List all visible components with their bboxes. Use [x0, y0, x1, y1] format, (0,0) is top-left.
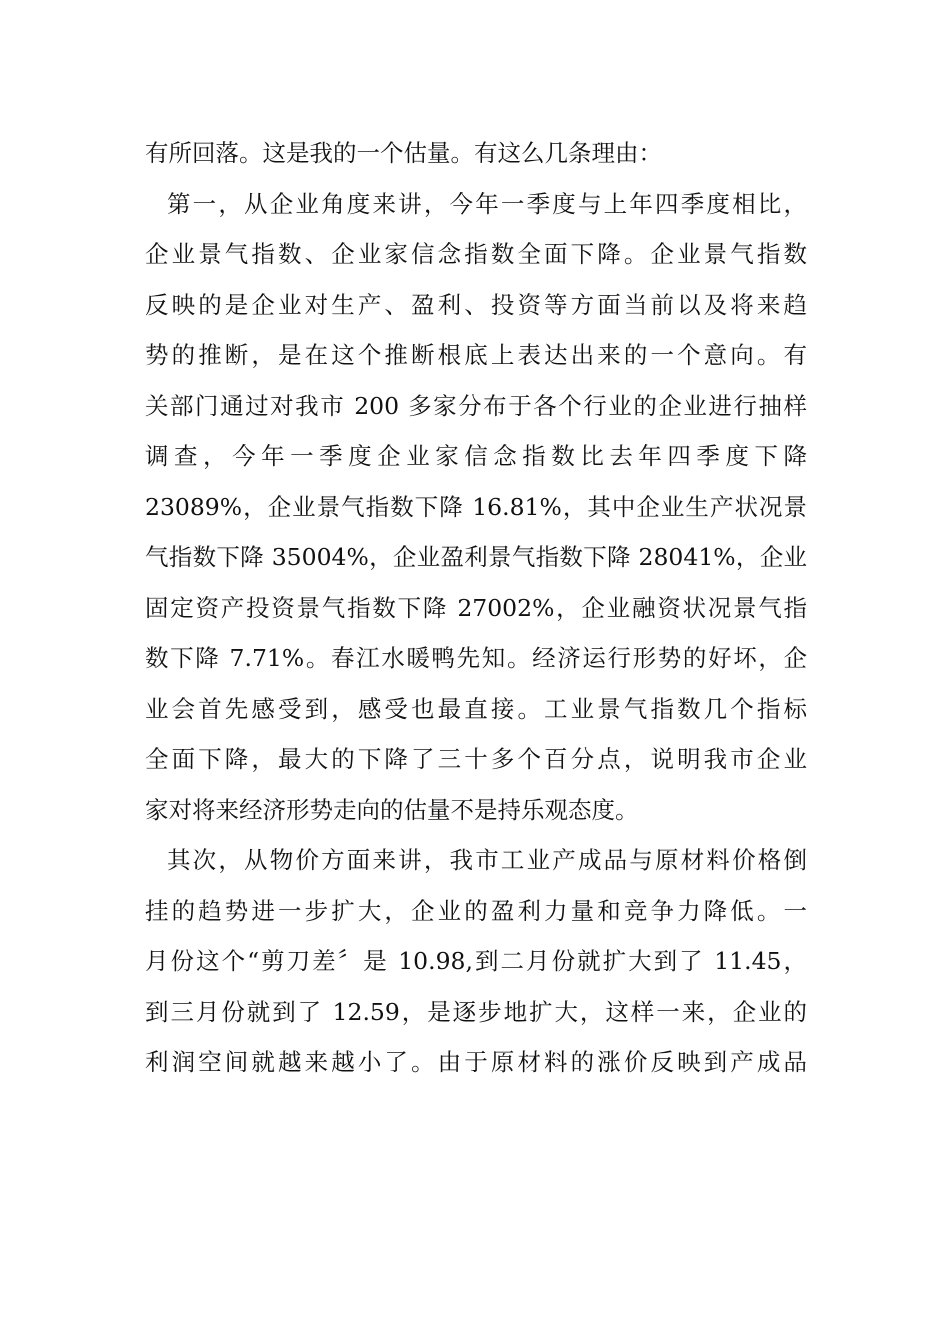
text-line: 业会首先感受到，感受也最直接。工业景气指数几个指标 [145, 694, 807, 723]
text-line: 调查，今年一季度企业家信念指数比去年四季度下降 [145, 442, 807, 470]
text-line: 23089%，企业景气指数下降 16.81%，其中企业生产状况景 [145, 492, 807, 521]
text-line: 气指数下降 35004%，企业盈利景气指数下降 28041%，企业 [145, 543, 807, 571]
text-line: 反映的是企业对生产、盈利、投资等方面当前以及将来趋 [145, 290, 807, 319]
text-line: 家对将来经济形势走向的估量不是持乐观态度。 [145, 795, 639, 824]
text-line: 利润空间就越来越小了。由于原材料的涨价反映到产成品 [145, 1048, 807, 1076]
text-line: 数下降 7.71%。春江水暖鸭先知。经济运行形势的好坏，企 [145, 644, 807, 672]
text-line: 到三月份就到了 12.59，是逐步地扩大，这样一来，企业的 [145, 997, 807, 1026]
paragraph-start-line: 第一，从企业角度来讲，今年一季度与上年四季度相比， [167, 189, 807, 218]
text-line: 月份这个“剪刀差〞是 10.98,到二月份就扩大到了 11.45， [145, 947, 807, 975]
text-line: 有所回落。这是我的一个估量。有这么几条理由： [145, 139, 662, 167]
text-line: 企业景气指数、企业家信念指数全面下降。企业景气指数 [145, 240, 807, 268]
text-line: 势的推断，是在这个推断根底上表达出来的一个意向。有 [145, 341, 807, 369]
text-line: 全面下降，最大的下降了三十多个百分点，说明我市企业 [145, 745, 807, 773]
paragraph-start-line: 其次，从物价方面来讲，我市工业产成品与原材料价格倒 [167, 846, 807, 874]
text-line: 关部门通过对我市 200 多家分布于各个行业的企业进行抽样 [145, 391, 807, 420]
text-line: 固定资产投资景气指数下降 27002%，企业融资状况景气指 [145, 593, 807, 622]
text-line: 挂的趋势进一步扩大，企业的盈利力量和竞争力降低。一 [145, 896, 807, 925]
body-text [145, 128, 807, 1088]
